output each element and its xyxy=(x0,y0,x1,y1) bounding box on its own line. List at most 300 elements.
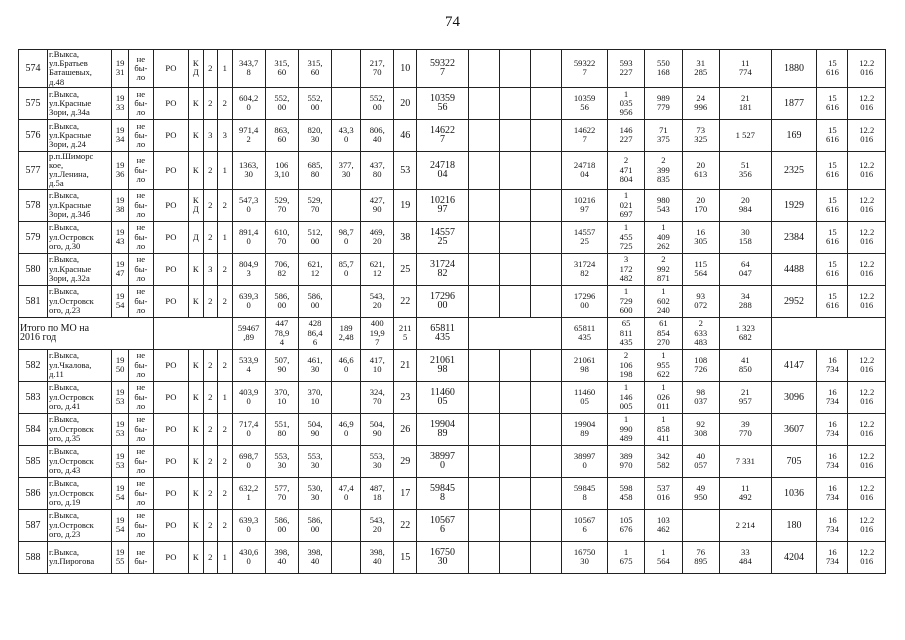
cell-addr: г.Выкса, ул.Островск ого, д.23 xyxy=(48,285,112,317)
cell-num: 576 xyxy=(19,119,48,151)
cell-f5: 39 770 xyxy=(719,413,771,445)
cell-year: 19 53 xyxy=(112,381,129,413)
cell-num: 582 xyxy=(19,349,48,381)
cell-a3: 370, 10 xyxy=(298,381,331,413)
cell-flag: не бы- ло xyxy=(128,87,153,119)
cell-year: 19 38 xyxy=(112,189,129,221)
cell-date: 12.2 016 xyxy=(848,445,886,477)
cell-p: 17 xyxy=(394,477,417,509)
cell-a2: 507, 90 xyxy=(265,349,298,381)
cell-a3: 586, 00 xyxy=(298,509,331,541)
cell-s2: 16 734 xyxy=(817,349,848,381)
cell-mat: К xyxy=(189,87,204,119)
cell-s1: 3607 xyxy=(771,413,817,445)
cell-a1: 533,9 4 xyxy=(232,349,265,381)
cell-addr: г.Выкса, ул.Островск ого, д.30 xyxy=(48,221,112,253)
cell-s2: 16 734 xyxy=(817,381,848,413)
cell-date: 12.2 016 xyxy=(848,285,886,317)
cell-a2: 577, 70 xyxy=(265,477,298,509)
cell-f5: 11 492 xyxy=(719,477,771,509)
cell-year: 19 33 xyxy=(112,87,129,119)
total-a2: 447 78,9 4 xyxy=(265,317,298,349)
cell-f1: 14622 7 xyxy=(562,119,608,151)
cell-s1: 1877 xyxy=(771,87,817,119)
cell-ent: 2 xyxy=(218,445,233,477)
cell-addr: г.Выкса, ул.Островск ого, д.35 xyxy=(48,413,112,445)
cell-f3: 1 409 262 xyxy=(645,221,682,253)
cell-flag: не бы- ло xyxy=(128,253,153,285)
cell-f5: 21 181 xyxy=(719,87,771,119)
cell-f4: 40 057 xyxy=(682,445,719,477)
cell-num: 584 xyxy=(19,413,48,445)
cell-f1: 11460 05 xyxy=(562,381,608,413)
cell-flag: не бы- ло xyxy=(128,221,153,253)
table-row xyxy=(19,285,886,317)
cell-s1: 4204 xyxy=(771,541,817,573)
cell-ent: 1 xyxy=(218,151,233,189)
cell-f1: 17296 00 xyxy=(562,285,608,317)
cell-a4 xyxy=(332,509,361,541)
cell-f4: 31 285 xyxy=(682,50,719,88)
cell-s2: 16 734 xyxy=(817,477,848,509)
cell-e2 xyxy=(500,413,531,445)
cell-mat: К xyxy=(189,477,204,509)
cell-a3: 621, 12 xyxy=(298,253,331,285)
cell-e3 xyxy=(531,445,562,477)
cell-a5: 621, 12 xyxy=(361,253,394,285)
cell-f1: 24718 04 xyxy=(562,151,608,189)
cell-a5: 806, 40 xyxy=(361,119,394,151)
cell-f3: 1 955 622 xyxy=(645,349,682,381)
cell-f4: 76 895 xyxy=(682,541,719,573)
cell-mat: К xyxy=(189,509,204,541)
cell-f5: 64 047 xyxy=(719,253,771,285)
table-row xyxy=(19,477,886,509)
cell-f4: 98 037 xyxy=(682,381,719,413)
cell-num: 577 xyxy=(19,151,48,189)
cell-flag: не бы- ло xyxy=(128,445,153,477)
cell-e3 xyxy=(531,119,562,151)
cell-s2: 15 616 xyxy=(817,151,848,189)
cell-addr: г.Выкса, ул.Красные Зори, д.32а xyxy=(48,253,112,285)
cell-e2 xyxy=(500,189,531,221)
cell-a4: 46,9 0 xyxy=(332,413,361,445)
cell-a4: 98,7 0 xyxy=(332,221,361,253)
cell-org: РО xyxy=(153,119,188,151)
cell-e2 xyxy=(500,381,531,413)
cell-s2: 15 616 xyxy=(817,50,848,88)
cell-ent: 1 xyxy=(218,541,233,573)
cell-e3 xyxy=(531,189,562,221)
cell-e1 xyxy=(468,477,499,509)
cell-f5: 51 356 xyxy=(719,151,771,189)
cell-c1: 24718 04 xyxy=(417,151,469,189)
cell-e3 xyxy=(531,413,562,445)
cell-p: 20 xyxy=(394,87,417,119)
cell-a2: 398, 40 xyxy=(265,541,298,573)
table-row xyxy=(19,445,886,477)
cell-p: 29 xyxy=(394,445,417,477)
cell-f1: 10567 6 xyxy=(562,509,608,541)
cell-a5: 487, 18 xyxy=(361,477,394,509)
cell-e1 xyxy=(468,445,499,477)
cell-s2: 15 616 xyxy=(817,253,848,285)
cell-f2: 593 227 xyxy=(607,50,644,88)
cell-a3: 398, 40 xyxy=(298,541,331,573)
cell-a3: 461, 30 xyxy=(298,349,331,381)
cell-e1 xyxy=(468,253,499,285)
cell-f2: 1 021 697 xyxy=(607,189,644,221)
cell-f3: 1 564 xyxy=(645,541,682,573)
cell-num: 581 xyxy=(19,285,48,317)
cell-a5: 543, 20 xyxy=(361,285,394,317)
cell-p: 15 xyxy=(394,541,417,573)
cell-p: 10 xyxy=(394,50,417,88)
cell-a4 xyxy=(332,445,361,477)
cell-f1: 19904 89 xyxy=(562,413,608,445)
cell-f4: 108 726 xyxy=(682,349,719,381)
cell-date: 12.2 016 xyxy=(848,541,886,573)
cell-year: 19 53 xyxy=(112,413,129,445)
cell-fl: 2 xyxy=(203,87,218,119)
cell-a5: 552, 00 xyxy=(361,87,394,119)
cell-e3 xyxy=(531,285,562,317)
cell-a5: 417, 10 xyxy=(361,349,394,381)
cell-f2: 146 227 xyxy=(607,119,644,151)
cell-s2: 15 616 xyxy=(817,119,848,151)
total-a3: 428 86,4 6 xyxy=(298,317,331,349)
cell-e1 xyxy=(468,349,499,381)
cell-date: 12.2 016 xyxy=(848,87,886,119)
cell-c1: 10359 56 xyxy=(417,87,469,119)
cell-s2: 15 616 xyxy=(817,189,848,221)
cell-a4: 85,7 0 xyxy=(332,253,361,285)
cell-fl: 2 xyxy=(203,477,218,509)
cell-ent: 2 xyxy=(218,253,233,285)
cell-year: 19 55 xyxy=(112,541,129,573)
table-row xyxy=(19,541,886,573)
cell-mat: К xyxy=(189,445,204,477)
cell-num: 575 xyxy=(19,87,48,119)
cell-a2: 706, 82 xyxy=(265,253,298,285)
cell-s2: 15 616 xyxy=(817,285,848,317)
cell-addr: р.п.Шиморс кое, ул.Ленина, д.5а xyxy=(48,151,112,189)
cell-a4 xyxy=(332,50,361,88)
cell-f2: 389 970 xyxy=(607,445,644,477)
cell-f3: 103 462 xyxy=(645,509,682,541)
cell-a1: 971,4 2 xyxy=(232,119,265,151)
cell-flag: не бы- ло xyxy=(128,509,153,541)
cell-year: 19 47 xyxy=(112,253,129,285)
cell-f5: 30 158 xyxy=(719,221,771,253)
cell-s1: 2384 xyxy=(771,221,817,253)
cell-f2: 105 676 xyxy=(607,509,644,541)
cell-mat: К xyxy=(189,381,204,413)
cell-s1: 4488 xyxy=(771,253,817,285)
cell-mat: К xyxy=(189,119,204,151)
cell-fl: 2 xyxy=(203,541,218,573)
cell-c1: 16750 30 xyxy=(417,541,469,573)
cell-s1: 2952 xyxy=(771,285,817,317)
cell-fl: 2 xyxy=(203,349,218,381)
cell-year: 19 54 xyxy=(112,509,129,541)
cell-year: 19 54 xyxy=(112,477,129,509)
cell-a2: 370, 10 xyxy=(265,381,298,413)
cell-s2: 16 734 xyxy=(817,541,848,573)
cell-org: РО xyxy=(153,477,188,509)
cell-num: 586 xyxy=(19,477,48,509)
cell-p: 25 xyxy=(394,253,417,285)
cell-a2: 551, 80 xyxy=(265,413,298,445)
cell-a5: 398, 40 xyxy=(361,541,394,573)
cell-c1: 21061 98 xyxy=(417,349,469,381)
cell-a4 xyxy=(332,87,361,119)
table-row xyxy=(19,87,886,119)
cell-org: РО xyxy=(153,50,188,88)
cell-date: 12.2 016 xyxy=(848,189,886,221)
cell-org: РО xyxy=(153,413,188,445)
cell-a1: 639,3 0 xyxy=(232,285,265,317)
cell-s1: 169 xyxy=(771,119,817,151)
cell-date: 12.2 016 xyxy=(848,381,886,413)
cell-mat: К xyxy=(189,285,204,317)
cell-s1: 180 xyxy=(771,509,817,541)
cell-ent: 2 xyxy=(218,349,233,381)
cell-addr: г.Выкса, ул.Островск ого, д.43 xyxy=(48,445,112,477)
cell-a4: 377, 30 xyxy=(332,151,361,189)
cell-year: 19 34 xyxy=(112,119,129,151)
cell-e2 xyxy=(500,477,531,509)
cell-a1: 604,2 0 xyxy=(232,87,265,119)
table-row xyxy=(19,189,886,221)
cell-f5: 11 774 xyxy=(719,50,771,88)
cell-a2: 552, 00 xyxy=(265,87,298,119)
cell-e2 xyxy=(500,509,531,541)
cell-e3 xyxy=(531,221,562,253)
cell-e2 xyxy=(500,151,531,189)
cell-f5: 2 214 xyxy=(719,509,771,541)
cell-f3: 342 582 xyxy=(645,445,682,477)
cell-f5: 20 984 xyxy=(719,189,771,221)
cell-a4: 43,3 0 xyxy=(332,119,361,151)
cell-a1: 1363, 30 xyxy=(232,151,265,189)
cell-fl: 2 xyxy=(203,445,218,477)
cell-f5: 1 527 xyxy=(719,119,771,151)
cell-year: 19 50 xyxy=(112,349,129,381)
cell-f4: 24 996 xyxy=(682,87,719,119)
cell-s1: 1929 xyxy=(771,189,817,221)
cell-num: 574 xyxy=(19,50,48,88)
cell-a1: 430,6 0 xyxy=(232,541,265,573)
cell-flag: не бы- ло xyxy=(128,285,153,317)
cell-a3: 530, 30 xyxy=(298,477,331,509)
cell-addr: г.Выкса, ул.Красные Зори, д.34б xyxy=(48,189,112,221)
cell-a3: 315, 60 xyxy=(298,50,331,88)
cell-f5: 33 484 xyxy=(719,541,771,573)
cell-a1: 891,4 0 xyxy=(232,221,265,253)
cell-a1: 343,7 8 xyxy=(232,50,265,88)
cell-f2: 1 035 956 xyxy=(607,87,644,119)
cell-s2: 15 616 xyxy=(817,221,848,253)
cell-org: РО xyxy=(153,253,188,285)
cell-e3 xyxy=(531,509,562,541)
cell-fl: 2 xyxy=(203,509,218,541)
cell-a5: 553, 30 xyxy=(361,445,394,477)
cell-num: 585 xyxy=(19,445,48,477)
cell-date: 12.2 016 xyxy=(848,119,886,151)
cell-f3: 980 543 xyxy=(645,189,682,221)
cell-date: 12.2 016 xyxy=(848,221,886,253)
cell-org: РО xyxy=(153,189,188,221)
cell-f4: 20 613 xyxy=(682,151,719,189)
cell-addr: г.Выкса, ул.Красные Зори, д.24 xyxy=(48,119,112,151)
cell-flag: не бы- ло xyxy=(128,477,153,509)
cell-a2: 529, 70 xyxy=(265,189,298,221)
cell-a4 xyxy=(332,285,361,317)
cell-fl: 2 xyxy=(203,413,218,445)
cell-f4: 49 950 xyxy=(682,477,719,509)
cell-s1: 4147 xyxy=(771,349,817,381)
total-p: 211 5 xyxy=(394,317,417,349)
cell-c1: 14557 25 xyxy=(417,221,469,253)
cell-ent: 1 xyxy=(218,381,233,413)
cell-e2 xyxy=(500,285,531,317)
cell-ent: 2 xyxy=(218,285,233,317)
cell-e1 xyxy=(468,413,499,445)
cell-a5: 427, 90 xyxy=(361,189,394,221)
cell-f2: 1 675 xyxy=(607,541,644,573)
cell-e1 xyxy=(468,87,499,119)
cell-a1: 632,2 1 xyxy=(232,477,265,509)
total-a1: 59467 ,89 xyxy=(232,317,265,349)
cell-f1: 10359 56 xyxy=(562,87,608,119)
cell-ent: 2 xyxy=(218,87,233,119)
cell-ent: 3 xyxy=(218,119,233,151)
cell-year: 19 36 xyxy=(112,151,129,189)
cell-e2 xyxy=(500,119,531,151)
cell-s1: 3096 xyxy=(771,381,817,413)
cell-s1: 1036 xyxy=(771,477,817,509)
table-row xyxy=(19,349,886,381)
cell-f1: 10216 97 xyxy=(562,189,608,221)
cell-a4: 47,4 0 xyxy=(332,477,361,509)
cell-mat: К xyxy=(189,349,204,381)
cell-e2 xyxy=(500,87,531,119)
cell-ent: 1 xyxy=(218,50,233,88)
cell-org: РО xyxy=(153,87,188,119)
cell-f4: 20 170 xyxy=(682,189,719,221)
cell-f2: 1 990 489 xyxy=(607,413,644,445)
cell-ent: 1 xyxy=(218,221,233,253)
cell-a5: 504, 90 xyxy=(361,413,394,445)
cell-f3: 2 399 835 xyxy=(645,151,682,189)
empty-cell xyxy=(771,317,885,349)
cell-s2: 16 734 xyxy=(817,509,848,541)
cell-f3: 1 858 411 xyxy=(645,413,682,445)
cell-s1: 2325 xyxy=(771,151,817,189)
cell-flag: не бы- ло xyxy=(128,151,153,189)
cell-c1: 11460 05 xyxy=(417,381,469,413)
table-row xyxy=(19,151,886,189)
cell-f3: 2 992 871 xyxy=(645,253,682,285)
cell-num: 587 xyxy=(19,509,48,541)
cell-a1: 698,7 0 xyxy=(232,445,265,477)
cell-fl: 2 xyxy=(203,50,218,88)
total-f2: 65 811 435 xyxy=(607,317,644,349)
cell-date: 12.2 016 xyxy=(848,413,886,445)
cell-e2 xyxy=(500,50,531,88)
cell-addr: г.Выкса, ул.Островск ого, д.19 xyxy=(48,477,112,509)
cell-addr: г.Выкса, ул.Островск ого, д.41 xyxy=(48,381,112,413)
cell-c1: 19904 89 xyxy=(417,413,469,445)
cell-flag: не бы- ло xyxy=(128,349,153,381)
cell-f2: 1 455 725 xyxy=(607,221,644,253)
cell-a1: 804,9 3 xyxy=(232,253,265,285)
cell-org: РО xyxy=(153,221,188,253)
table-row xyxy=(19,413,886,445)
cell-a3: 512, 00 xyxy=(298,221,331,253)
cell-ent: 2 xyxy=(218,477,233,509)
cell-e2 xyxy=(500,253,531,285)
cell-e3 xyxy=(531,477,562,509)
cell-date: 12.2 016 xyxy=(848,151,886,189)
cell-date: 12.2 016 xyxy=(848,50,886,88)
cell-num: 578 xyxy=(19,189,48,221)
cell-e3 xyxy=(531,541,562,573)
cell-f4: 16 305 xyxy=(682,221,719,253)
cell-f5: 7 331 xyxy=(719,445,771,477)
cell-f1: 16750 30 xyxy=(562,541,608,573)
cell-a3: 552, 00 xyxy=(298,87,331,119)
cell-flag: не бы- ло xyxy=(128,413,153,445)
cell-num: 583 xyxy=(19,381,48,413)
cell-year: 19 31 xyxy=(112,50,129,88)
cell-e1 xyxy=(468,541,499,573)
cell-c1: 59322 7 xyxy=(417,50,469,88)
cell-e3 xyxy=(531,349,562,381)
cell-e3 xyxy=(531,87,562,119)
cell-a2: 586, 00 xyxy=(265,509,298,541)
cell-mat: К xyxy=(189,413,204,445)
cell-p: 19 xyxy=(394,189,417,221)
cell-e3 xyxy=(531,381,562,413)
cell-f3: 550 168 xyxy=(645,50,682,88)
cell-date: 12.2 016 xyxy=(848,253,886,285)
cell-f3: 1 026 011 xyxy=(645,381,682,413)
cell-fl: 2 xyxy=(203,189,218,221)
cell-f2: 1 146 005 xyxy=(607,381,644,413)
cell-a1: 547,3 0 xyxy=(232,189,265,221)
cell-c1: 14622 7 xyxy=(417,119,469,151)
cell-mat: К xyxy=(189,541,204,573)
cell-a3: 529, 70 xyxy=(298,189,331,221)
cell-f5: 21 957 xyxy=(719,381,771,413)
cell-fl: 2 xyxy=(203,285,218,317)
cell-c1: 38997 0 xyxy=(417,445,469,477)
cell-f4 xyxy=(682,509,719,541)
cell-mat: К xyxy=(189,151,204,189)
cell-num: 588 xyxy=(19,541,48,573)
cell-f1: 59322 7 xyxy=(562,50,608,88)
cell-e2 xyxy=(500,541,531,573)
table-row xyxy=(19,50,886,88)
cell-a5: 217, 70 xyxy=(361,50,394,88)
cell-num: 579 xyxy=(19,221,48,253)
cell-date: 12.2 016 xyxy=(848,349,886,381)
cell-f4: 93 072 xyxy=(682,285,719,317)
empty-cell xyxy=(468,317,561,349)
cell-c1: 59845 8 xyxy=(417,477,469,509)
